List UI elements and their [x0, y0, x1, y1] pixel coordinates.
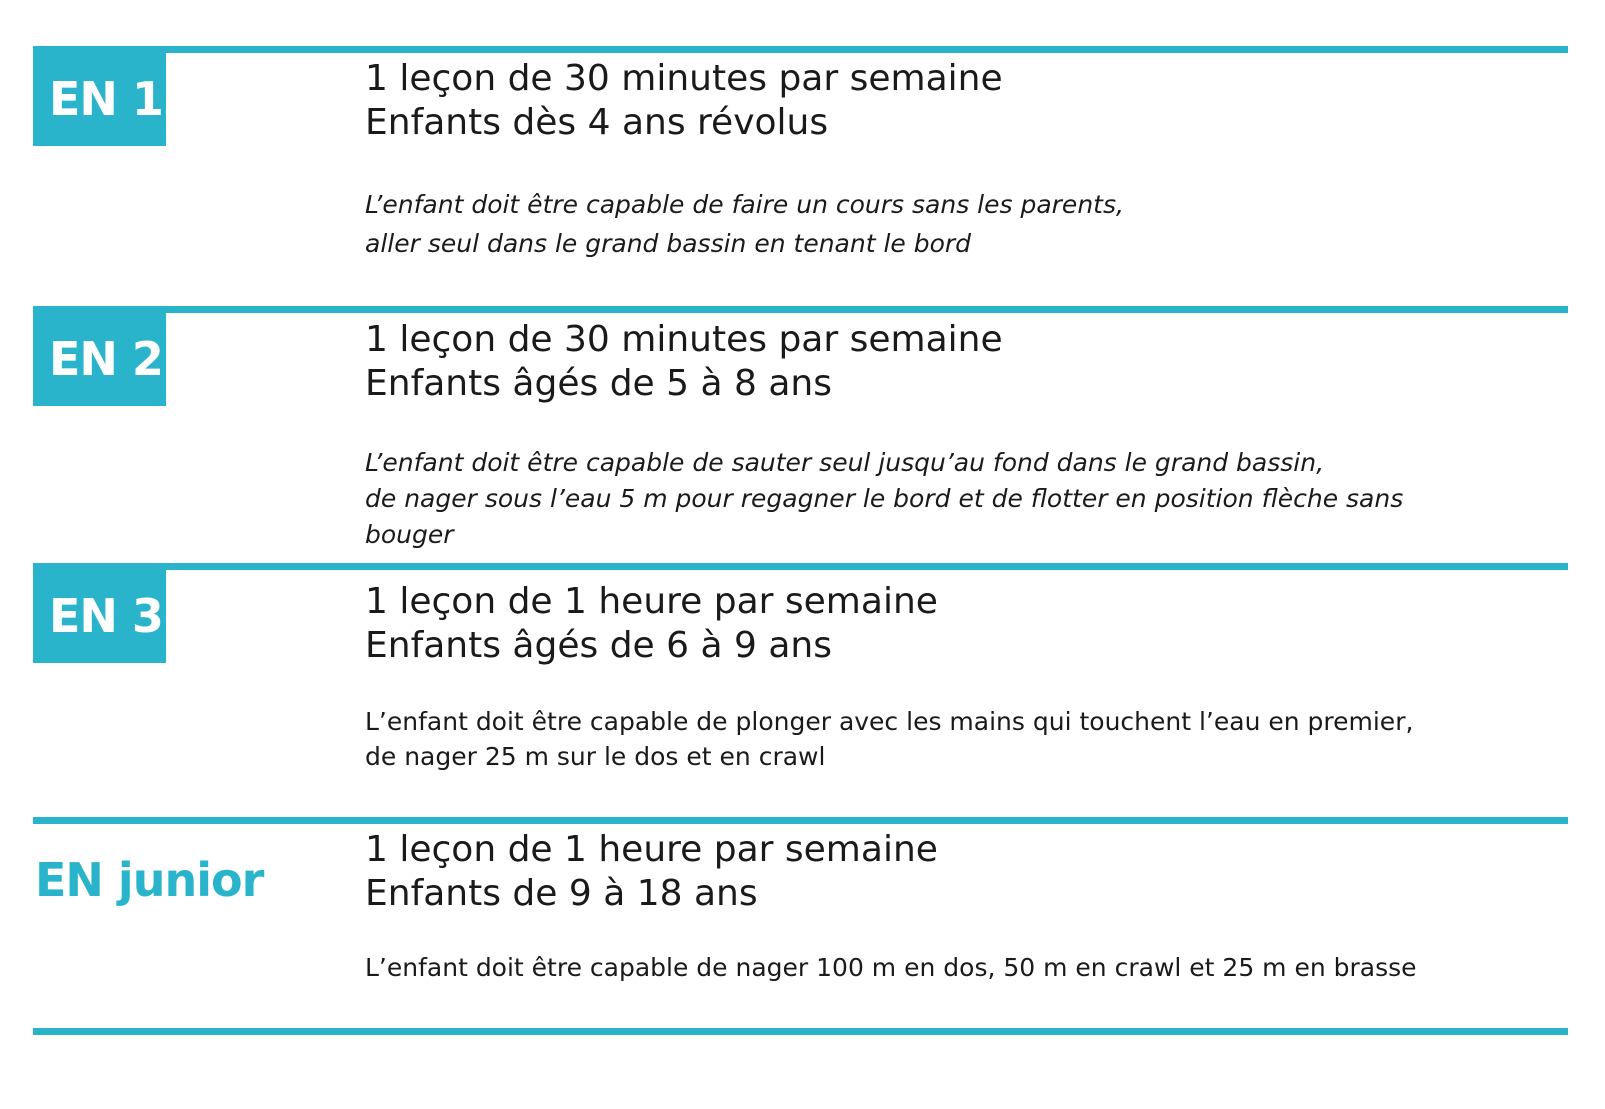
level-requirements [365, 185, 1580, 263]
age-range: Enfants de 9 à 18 ans [365, 873, 758, 914]
requirement-line: de nager sous l’eau 5 m pour regagner le bord et de flotter en position flèche sans [365, 484, 1404, 513]
lesson-frequency: 1 leçon de 1 heure par semaine [365, 829, 938, 870]
age-range: Enfants âgés de 6 à 9 ans [365, 625, 832, 666]
level-requirements [365, 445, 1580, 553]
level-requirements [365, 950, 1580, 985]
section-divider [33, 817, 1568, 824]
level-requirements [365, 704, 1580, 774]
level-badge-en1: EN 1 [33, 53, 166, 146]
lesson-frequency: 1 leçon de 1 heure par semaine [365, 581, 938, 622]
requirement-line: L’enfant doit être capable de nager 100 m en dos, 50 m en crawl et 25 m en brasse [365, 953, 1417, 982]
section-divider [33, 1028, 1568, 1035]
requirement-line: L’enfant doit être capable de sauter seul jusqu’au fond dans le grand bassin, [365, 448, 1325, 477]
section-divider [33, 563, 1568, 570]
requirement-line: L’enfant doit être capable de faire un cours sans les parents, [365, 190, 1124, 219]
level-badge-en2: EN 2 [33, 313, 166, 406]
lesson-frequency: 1 leçon de 30 minutes par semaine [365, 319, 1003, 360]
section-divider [33, 46, 1568, 53]
requirement-line: bouger [365, 520, 454, 549]
requirement-line: de nager 25 m sur le dos et en crawl [365, 742, 826, 771]
lesson-frequency: 1 leçon de 30 minutes par semaine [365, 58, 1003, 99]
requirement-line: aller seul dans le grand bassin en tenant le bord [365, 229, 972, 258]
requirement-line: L’enfant doit être capable de plonger avec les mains qui touchent l’eau en premier, [365, 707, 1414, 736]
level-badge-en-junior: EN junior [35, 853, 264, 907]
age-range: Enfants dès 4 ans révolus [365, 102, 829, 143]
age-range: Enfants âgés de 5 à 8 ans [365, 363, 832, 404]
level-badge-en3: EN 3 [33, 570, 166, 663]
section-divider [33, 306, 1568, 313]
